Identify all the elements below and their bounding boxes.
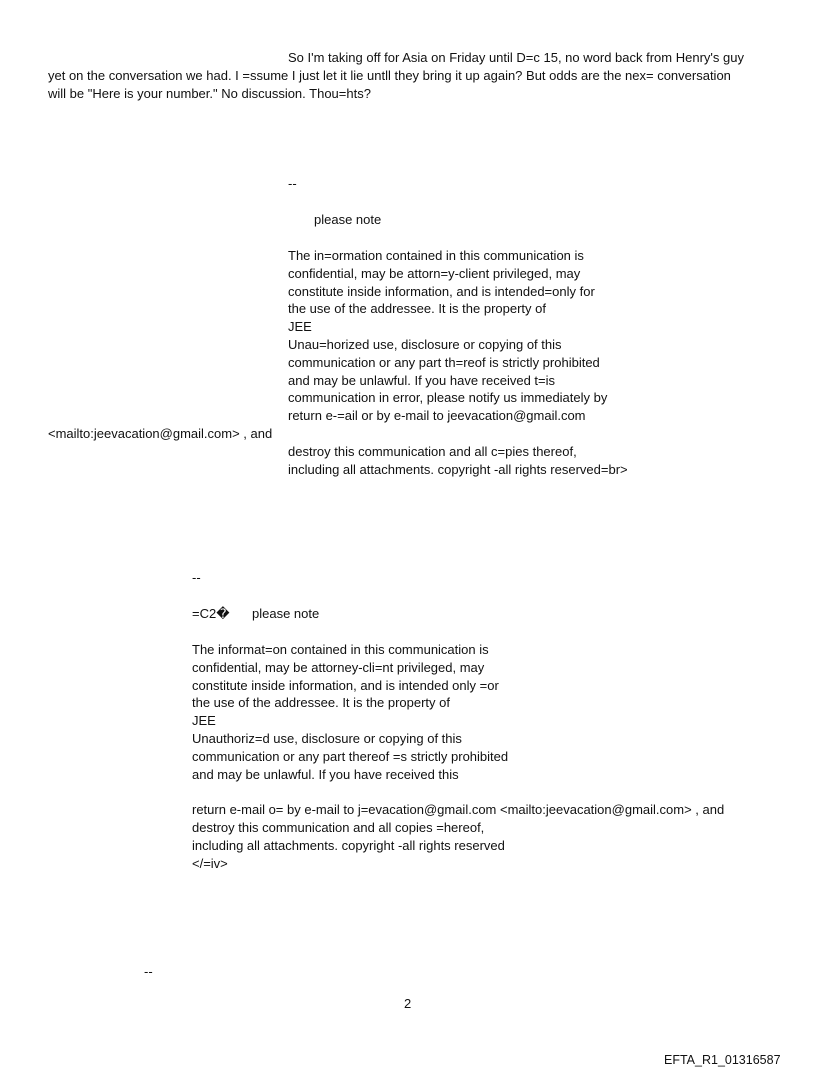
sig1-line: including all attachments. copyright -all rights reserved=br> [288, 462, 628, 477]
sig2-dashes: -- [192, 570, 201, 585]
sig2-line: JEE [192, 713, 216, 728]
sig1-line: Unau=horized use, disclosure or copying of this [288, 337, 562, 352]
sig1-line: JEE [288, 319, 312, 334]
sig2-prefix: =C2� [192, 606, 230, 621]
sig1-line: destroy this communication and all c=pies thereof, [288, 444, 577, 459]
intro-line-2: yet on the conversation we had. I =ssume I just let it lie untll they bring it up again? But odds are the nex= conversation [48, 68, 731, 83]
sig1-line: the use of the addressee. It is the property of [288, 301, 546, 316]
sig2-line: destroy this communication and all copies =hereof, [192, 820, 485, 835]
page-number: 2 [404, 996, 412, 1011]
sig2-line: constitute inside information, and is intended only =or [192, 678, 499, 693]
sig1-line: return e-=ail or by e-mail to jeevacation@gmail.com [288, 408, 586, 423]
sig2-please-note: please note [252, 606, 320, 621]
intro-line-3: will be "Here is your number." No discussion. Thou=hts? [48, 86, 371, 101]
sig1-line: The in=ormation contained in this communication is [288, 248, 584, 263]
sig1-line: and may be unlawful. If you have received t=is [288, 373, 556, 388]
sig1-line: constitute inside information, and is intended=only for [288, 284, 595, 299]
sig2-line: communication or any part thereof =s strictly prohibited [192, 749, 509, 764]
sig1-mailto: <mailto:jeevacation@gmail.com> , and [48, 426, 273, 441]
sig1-line: confidential, may be attorn=y-client privileged, may [288, 266, 581, 281]
sig2-line: confidential, may be attorney-cli=nt privileged, may [192, 660, 485, 675]
sig1-please-note: please note [314, 212, 382, 227]
document-id: EFTA_R1_01316587 [664, 1053, 781, 1067]
sig2-line: The informat=on contained in this communication is [192, 642, 489, 657]
sig1-dashes: -- [288, 176, 297, 191]
sig1-line: communication or any part th=reof is strictly prohibited [288, 355, 600, 370]
bottom-dashes: -- [144, 964, 153, 979]
sig2-line: </=iv> [192, 856, 228, 871]
sig1-line: communication in error, please notify us immediately by [288, 390, 608, 405]
sig2-line: Unauthoriz=d use, disclosure or copying of this [192, 731, 462, 746]
sig2-line: the use of the addressee. It is the property of [192, 695, 450, 710]
sig2-line: return e-mail o= by e-mail to j=evacation@gmail.com <mailto:jeevacation@gmail.com> , and [192, 802, 725, 817]
sig2-line: including all attachments. copyright -all rights reserved [192, 838, 505, 853]
intro-line-1: So I'm taking off for Asia on Friday until D=c 15, no word back from Henry's guy [288, 50, 744, 65]
sig2-line: and may be unlawful. If you have received this [192, 767, 459, 782]
